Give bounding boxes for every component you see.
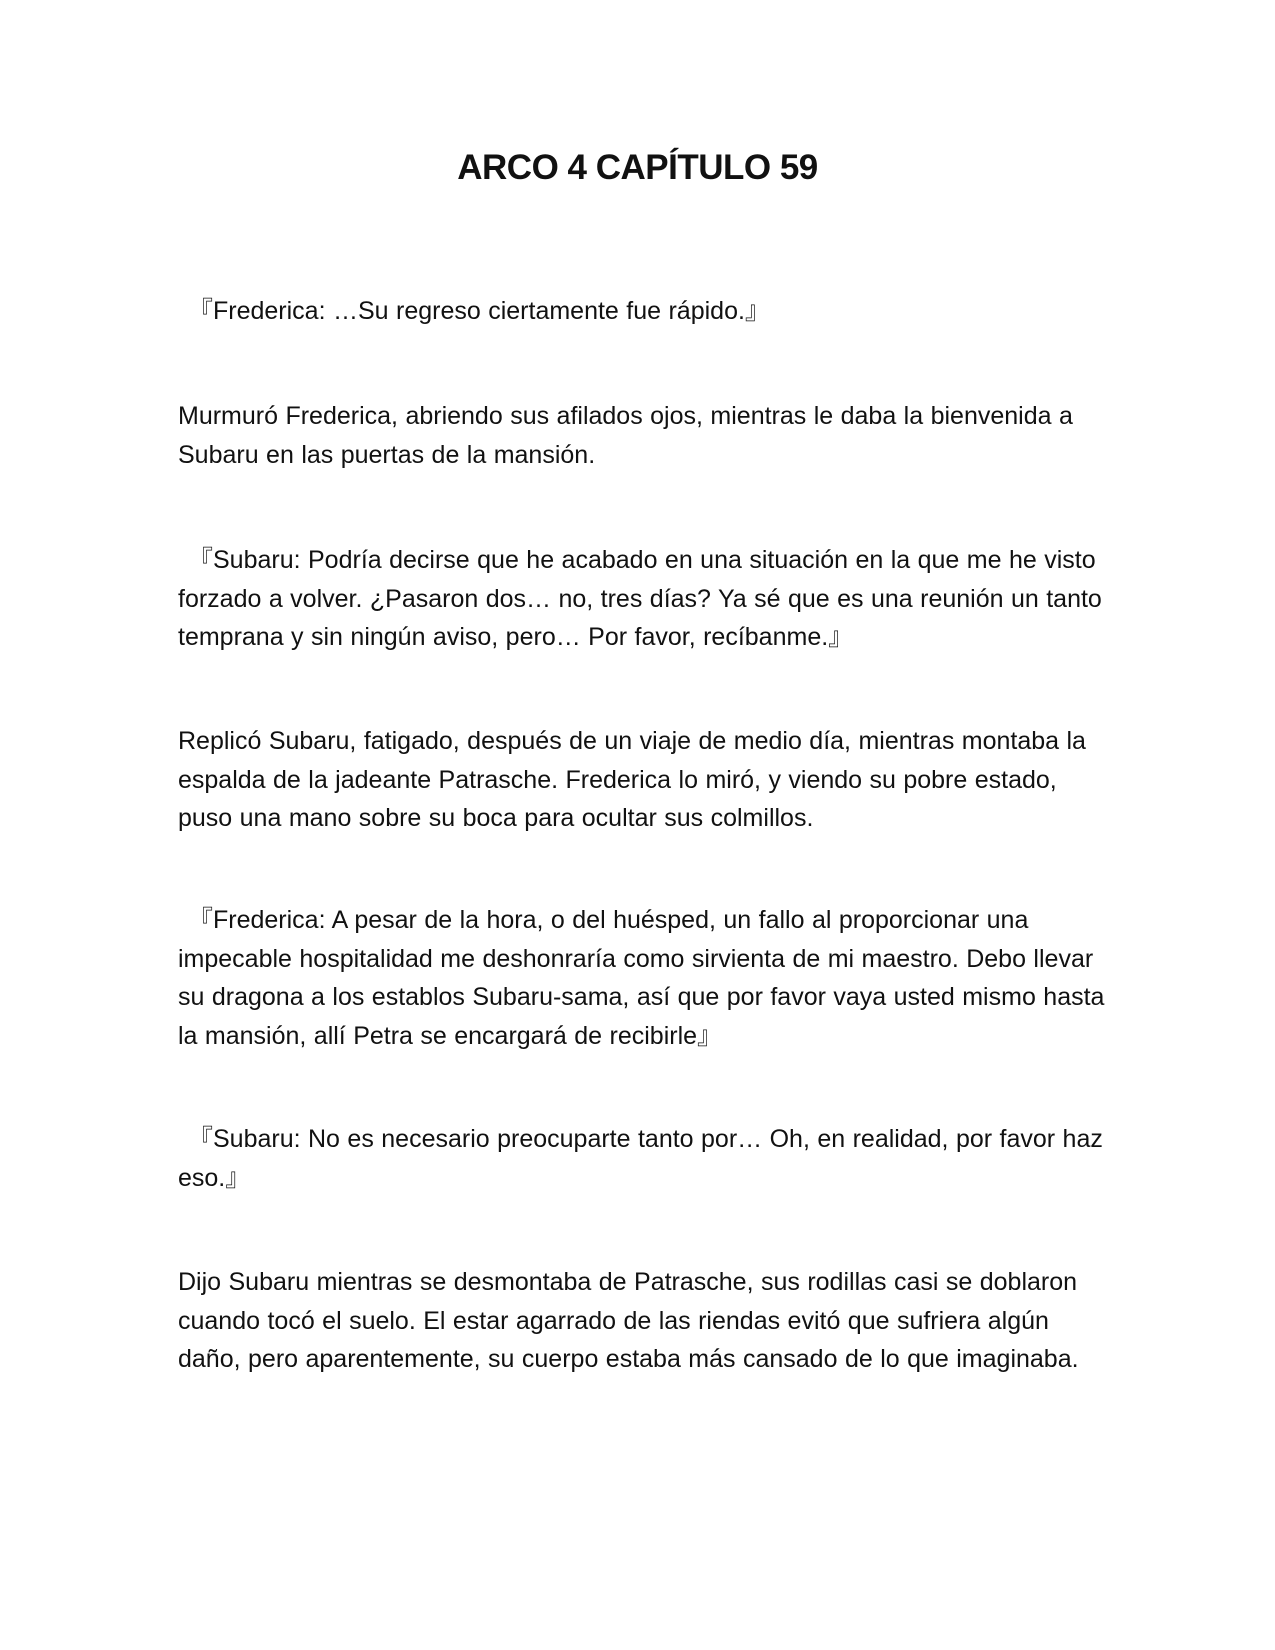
paragraph-dialogue-frederica-1: 『Frederica: …Su regreso ciertamente fue rápido.』 <box>188 297 770 325</box>
paragraph-dialogue-subaru-1: 『Subaru: Podría decirse que he acabado en una situación en la que me he visto forzado a volver. ¿Pasaron dos… no, tres días? Ya sé que es una reunión un tanto temprana y sin ningún aviso, pero… Por favor, recíbanme.』 <box>178 546 1102 651</box>
paragraph-dialogue-frederica-2: 『Frederica: A pesar de la hora, o del huésped, un fallo al proporcionar una impecable hospitalidad me deshonraría como sirvienta de mi maestro. Debo llevar su dragona a los establos Subaru-sama, así que por favor vaya usted mismo hasta la mansión, allí Petra se encargará de recibirle』 <box>178 906 1105 1050</box>
chapter-title: ARCO 4 CAPÍTULO 59 <box>457 148 818 187</box>
paragraph-narration-3: Dijo Subaru mientras se desmontaba de Patrasche, sus rodillas casi se doblaron cuando tocó el suelo. El estar agarrado de las riendas evitó que sufriera algún daño, pero aparentemente, su cuerpo estaba más cansado de lo que imaginaba. <box>178 1268 1079 1373</box>
paragraph-narration-2: Replicó Subaru, fatigado, después de un viaje de medio día, mientras montaba la espalda de la jadeante Patrasche. Frederica lo miró, y viendo su pobre estado, puso una mano sobre su boca para ocultar sus colmillos. <box>178 727 1086 832</box>
paragraph-narration-1: Murmuró Frederica, abriendo sus afilados ojos, mientras le daba la bienvenida a Subaru en las puertas de la mansión. <box>178 402 1073 469</box>
paragraph-dialogue-subaru-2: 『Subaru: No es necesario preocuparte tanto por… Oh, en realidad, por favor haz eso.』 <box>178 1125 1103 1192</box>
